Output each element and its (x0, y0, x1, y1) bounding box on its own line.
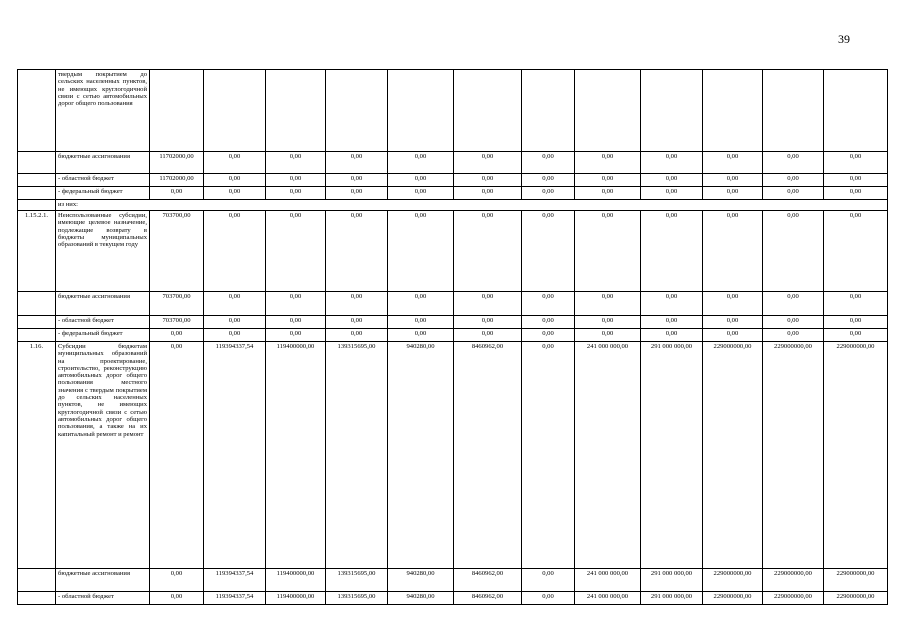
value-cell: 0,00 (522, 292, 575, 316)
row-index (18, 174, 56, 187)
value-cell: 0,00 (641, 211, 703, 292)
value-cell: 139315695,00 (326, 592, 388, 605)
value-cell: 0,00 (763, 152, 824, 174)
value-cell: 229000000,00 (824, 592, 888, 605)
value-cell: 0,00 (763, 316, 824, 329)
value-cell: 0,00 (575, 211, 641, 292)
value-cell: 0,00 (763, 329, 824, 342)
value-cell: 0,00 (454, 187, 522, 200)
value-cell: 0,00 (703, 174, 763, 187)
value-cell: 0,00 (388, 292, 454, 316)
value-cell: 0,00 (641, 187, 703, 200)
value-cell: 0,00 (266, 152, 326, 174)
value-cell: 0,00 (388, 329, 454, 342)
value-cell: 0,00 (454, 152, 522, 174)
row-description: - федеральный бюджет (56, 329, 150, 342)
table-row (18, 187, 888, 200)
value-cell (641, 70, 703, 152)
value-cell: 119400000,00 (266, 342, 326, 569)
row-description: - областной бюджет (56, 316, 150, 329)
value-cell: 0,00 (266, 292, 326, 316)
value-cell: 703700,00 (150, 316, 204, 329)
value-cell: 703700,00 (150, 292, 204, 316)
value-cell (703, 70, 763, 152)
value-cell (388, 70, 454, 152)
table-row (18, 70, 888, 152)
value-cell: 0,00 (266, 329, 326, 342)
value-cell: 703700,00 (150, 211, 204, 292)
value-cell: 11702000,00 (150, 174, 204, 187)
value-cell: 0,00 (763, 292, 824, 316)
value-cell: 0,00 (150, 329, 204, 342)
value-cell: 0,00 (703, 187, 763, 200)
value-cell: 0,00 (824, 152, 888, 174)
value-cell: 0,00 (522, 211, 575, 292)
table-row (18, 292, 888, 316)
value-cell: 241 000 000,00 (575, 592, 641, 605)
value-cell: 119394337,54 (204, 569, 266, 592)
value-cell: 0,00 (326, 187, 388, 200)
value-cell: 0,00 (824, 187, 888, 200)
value-cell (326, 70, 388, 152)
value-cell: 0,00 (150, 569, 204, 592)
value-cell: 0,00 (824, 316, 888, 329)
value-cell: 0,00 (454, 211, 522, 292)
value-cell: 0,00 (150, 592, 204, 605)
value-cell: 229000000,00 (824, 569, 888, 592)
value-cell (575, 70, 641, 152)
value-cell: 229000000,00 (703, 569, 763, 592)
value-cell: 291 000 000,00 (641, 592, 703, 605)
value-cell: 0,00 (388, 316, 454, 329)
page-number: 39 (838, 32, 850, 46)
value-cell: 0,00 (703, 316, 763, 329)
value-cell: 0,00 (575, 329, 641, 342)
value-cell: 0,00 (522, 187, 575, 200)
value-cell: 119394337,54 (204, 342, 266, 569)
row-description: - федеральный бюджет (56, 187, 150, 200)
value-cell: 0,00 (454, 329, 522, 342)
value-cell: 0,00 (824, 292, 888, 316)
value-cell: 0,00 (522, 342, 575, 569)
value-cell: 0,00 (454, 174, 522, 187)
value-cell: 119400000,00 (266, 592, 326, 605)
value-cell: 0,00 (266, 174, 326, 187)
value-cell: 0,00 (641, 329, 703, 342)
value-cell: 8460962,00 (454, 569, 522, 592)
value-cell: 0,00 (388, 174, 454, 187)
value-cell: 0,00 (641, 292, 703, 316)
row-index (18, 187, 56, 200)
value-cell: 0,00 (522, 316, 575, 329)
value-cell: 0,00 (575, 187, 641, 200)
value-cell: 0,00 (575, 316, 641, 329)
value-cell: 119394337,54 (204, 592, 266, 605)
value-cell: 241 000 000,00 (575, 342, 641, 569)
row-index (18, 152, 56, 174)
row-description: Субсидии бюджетам муниципальных образований на проектирование, строительство, реконструкцию автомобильных дорог общего пользования местного значения с твердым покрытием до сельских населенных пунктов, не имеющих круглогодичной связи с сетью автомобильных дорог общего пользования, а также на их капитальный ремонт и ремонт (56, 342, 150, 569)
table-row (18, 316, 888, 329)
row-index (18, 292, 56, 316)
row-description: бюджетные ассигнования (56, 292, 150, 316)
value-cell: 0,00 (824, 329, 888, 342)
row-description: из них: (56, 200, 888, 211)
value-cell: 139315695,00 (326, 569, 388, 592)
table-row (18, 200, 888, 211)
table-row (18, 152, 888, 174)
value-cell: 0,00 (763, 174, 824, 187)
value-cell: 0,00 (204, 292, 266, 316)
value-cell: 0,00 (204, 211, 266, 292)
value-cell (266, 70, 326, 152)
value-cell: 0,00 (703, 152, 763, 174)
value-cell: 229000000,00 (763, 592, 824, 605)
value-cell: 0,00 (763, 187, 824, 200)
value-cell: 0,00 (266, 316, 326, 329)
value-cell: 0,00 (326, 211, 388, 292)
row-index: 1.16. (18, 342, 56, 569)
row-description: бюджетные ассигнования (56, 569, 150, 592)
table-row (18, 329, 888, 342)
table-body (18, 70, 888, 605)
value-cell: 940280,00 (388, 342, 454, 569)
value-cell: 0,00 (703, 211, 763, 292)
value-cell: 0,00 (703, 292, 763, 316)
value-cell (454, 70, 522, 152)
value-cell: 0,00 (388, 152, 454, 174)
value-cell: 229000000,00 (824, 342, 888, 569)
value-cell: 0,00 (150, 342, 204, 569)
row-index: 1.15.2.1. (18, 211, 56, 292)
value-cell: 0,00 (204, 174, 266, 187)
value-cell: 0,00 (454, 292, 522, 316)
table-row (18, 342, 888, 569)
value-cell: 0,00 (326, 152, 388, 174)
value-cell (824, 70, 888, 152)
value-cell: 0,00 (388, 211, 454, 292)
value-cell: 0,00 (204, 316, 266, 329)
value-cell: 0,00 (763, 211, 824, 292)
value-cell (522, 70, 575, 152)
row-description: - областной бюджет (56, 592, 150, 605)
value-cell: 8460962,00 (454, 342, 522, 569)
value-cell (204, 70, 266, 152)
value-cell: 0,00 (575, 174, 641, 187)
table-row (18, 174, 888, 187)
value-cell: 0,00 (204, 152, 266, 174)
row-index (18, 70, 56, 152)
value-cell: 0,00 (204, 187, 266, 200)
value-cell: 0,00 (522, 569, 575, 592)
value-cell: 229000000,00 (703, 592, 763, 605)
value-cell: 139315695,00 (326, 342, 388, 569)
table-row (18, 211, 888, 292)
value-cell: 0,00 (824, 174, 888, 187)
value-cell: 940280,00 (388, 569, 454, 592)
row-index (18, 569, 56, 592)
row-description: Неиспользованные субсидии, имеющие целевое назначение, подлежащие возврату в бюджеты муниципальных образований в текущем году (56, 211, 150, 292)
value-cell: 229000000,00 (763, 569, 824, 592)
value-cell: 0,00 (703, 329, 763, 342)
value-cell: 0,00 (326, 292, 388, 316)
value-cell: 0,00 (266, 211, 326, 292)
value-cell: 0,00 (575, 292, 641, 316)
value-cell: 11702000,00 (150, 152, 204, 174)
value-cell: 0,00 (454, 316, 522, 329)
value-cell: 0,00 (266, 187, 326, 200)
value-cell: 0,00 (326, 329, 388, 342)
value-cell: 0,00 (388, 187, 454, 200)
value-cell: 0,00 (150, 187, 204, 200)
value-cell: 0,00 (641, 316, 703, 329)
value-cell: 8460962,00 (454, 592, 522, 605)
value-cell: 291 000 000,00 (641, 342, 703, 569)
value-cell: 0,00 (641, 152, 703, 174)
budget-table (17, 69, 888, 605)
value-cell: 0,00 (824, 211, 888, 292)
row-description: бюджетные ассигнования (56, 152, 150, 174)
value-cell: 0,00 (641, 174, 703, 187)
value-cell: 0,00 (326, 174, 388, 187)
value-cell: 0,00 (522, 174, 575, 187)
value-cell (150, 70, 204, 152)
row-description: - областной бюджет (56, 174, 150, 187)
value-cell: 229000000,00 (763, 342, 824, 569)
value-cell: 291 000 000,00 (641, 569, 703, 592)
row-index (18, 200, 56, 211)
row-index (18, 592, 56, 605)
value-cell (763, 70, 824, 152)
row-index (18, 316, 56, 329)
row-index (18, 329, 56, 342)
row-description: твердым покрытием до сельских населенных пунктов, не имеющих круглогодичной связи с сетью автомобильных дорог общего пользования (56, 70, 150, 152)
value-cell: 0,00 (204, 329, 266, 342)
value-cell: 0,00 (522, 592, 575, 605)
value-cell: 241 000 000,00 (575, 569, 641, 592)
value-cell: 119400000,00 (266, 569, 326, 592)
table-row (18, 569, 888, 592)
value-cell: 0,00 (522, 329, 575, 342)
value-cell: 0,00 (522, 152, 575, 174)
table-row (18, 592, 888, 605)
value-cell: 229000000,00 (703, 342, 763, 569)
value-cell: 940280,00 (388, 592, 454, 605)
value-cell: 0,00 (575, 152, 641, 174)
value-cell: 0,00 (326, 316, 388, 329)
